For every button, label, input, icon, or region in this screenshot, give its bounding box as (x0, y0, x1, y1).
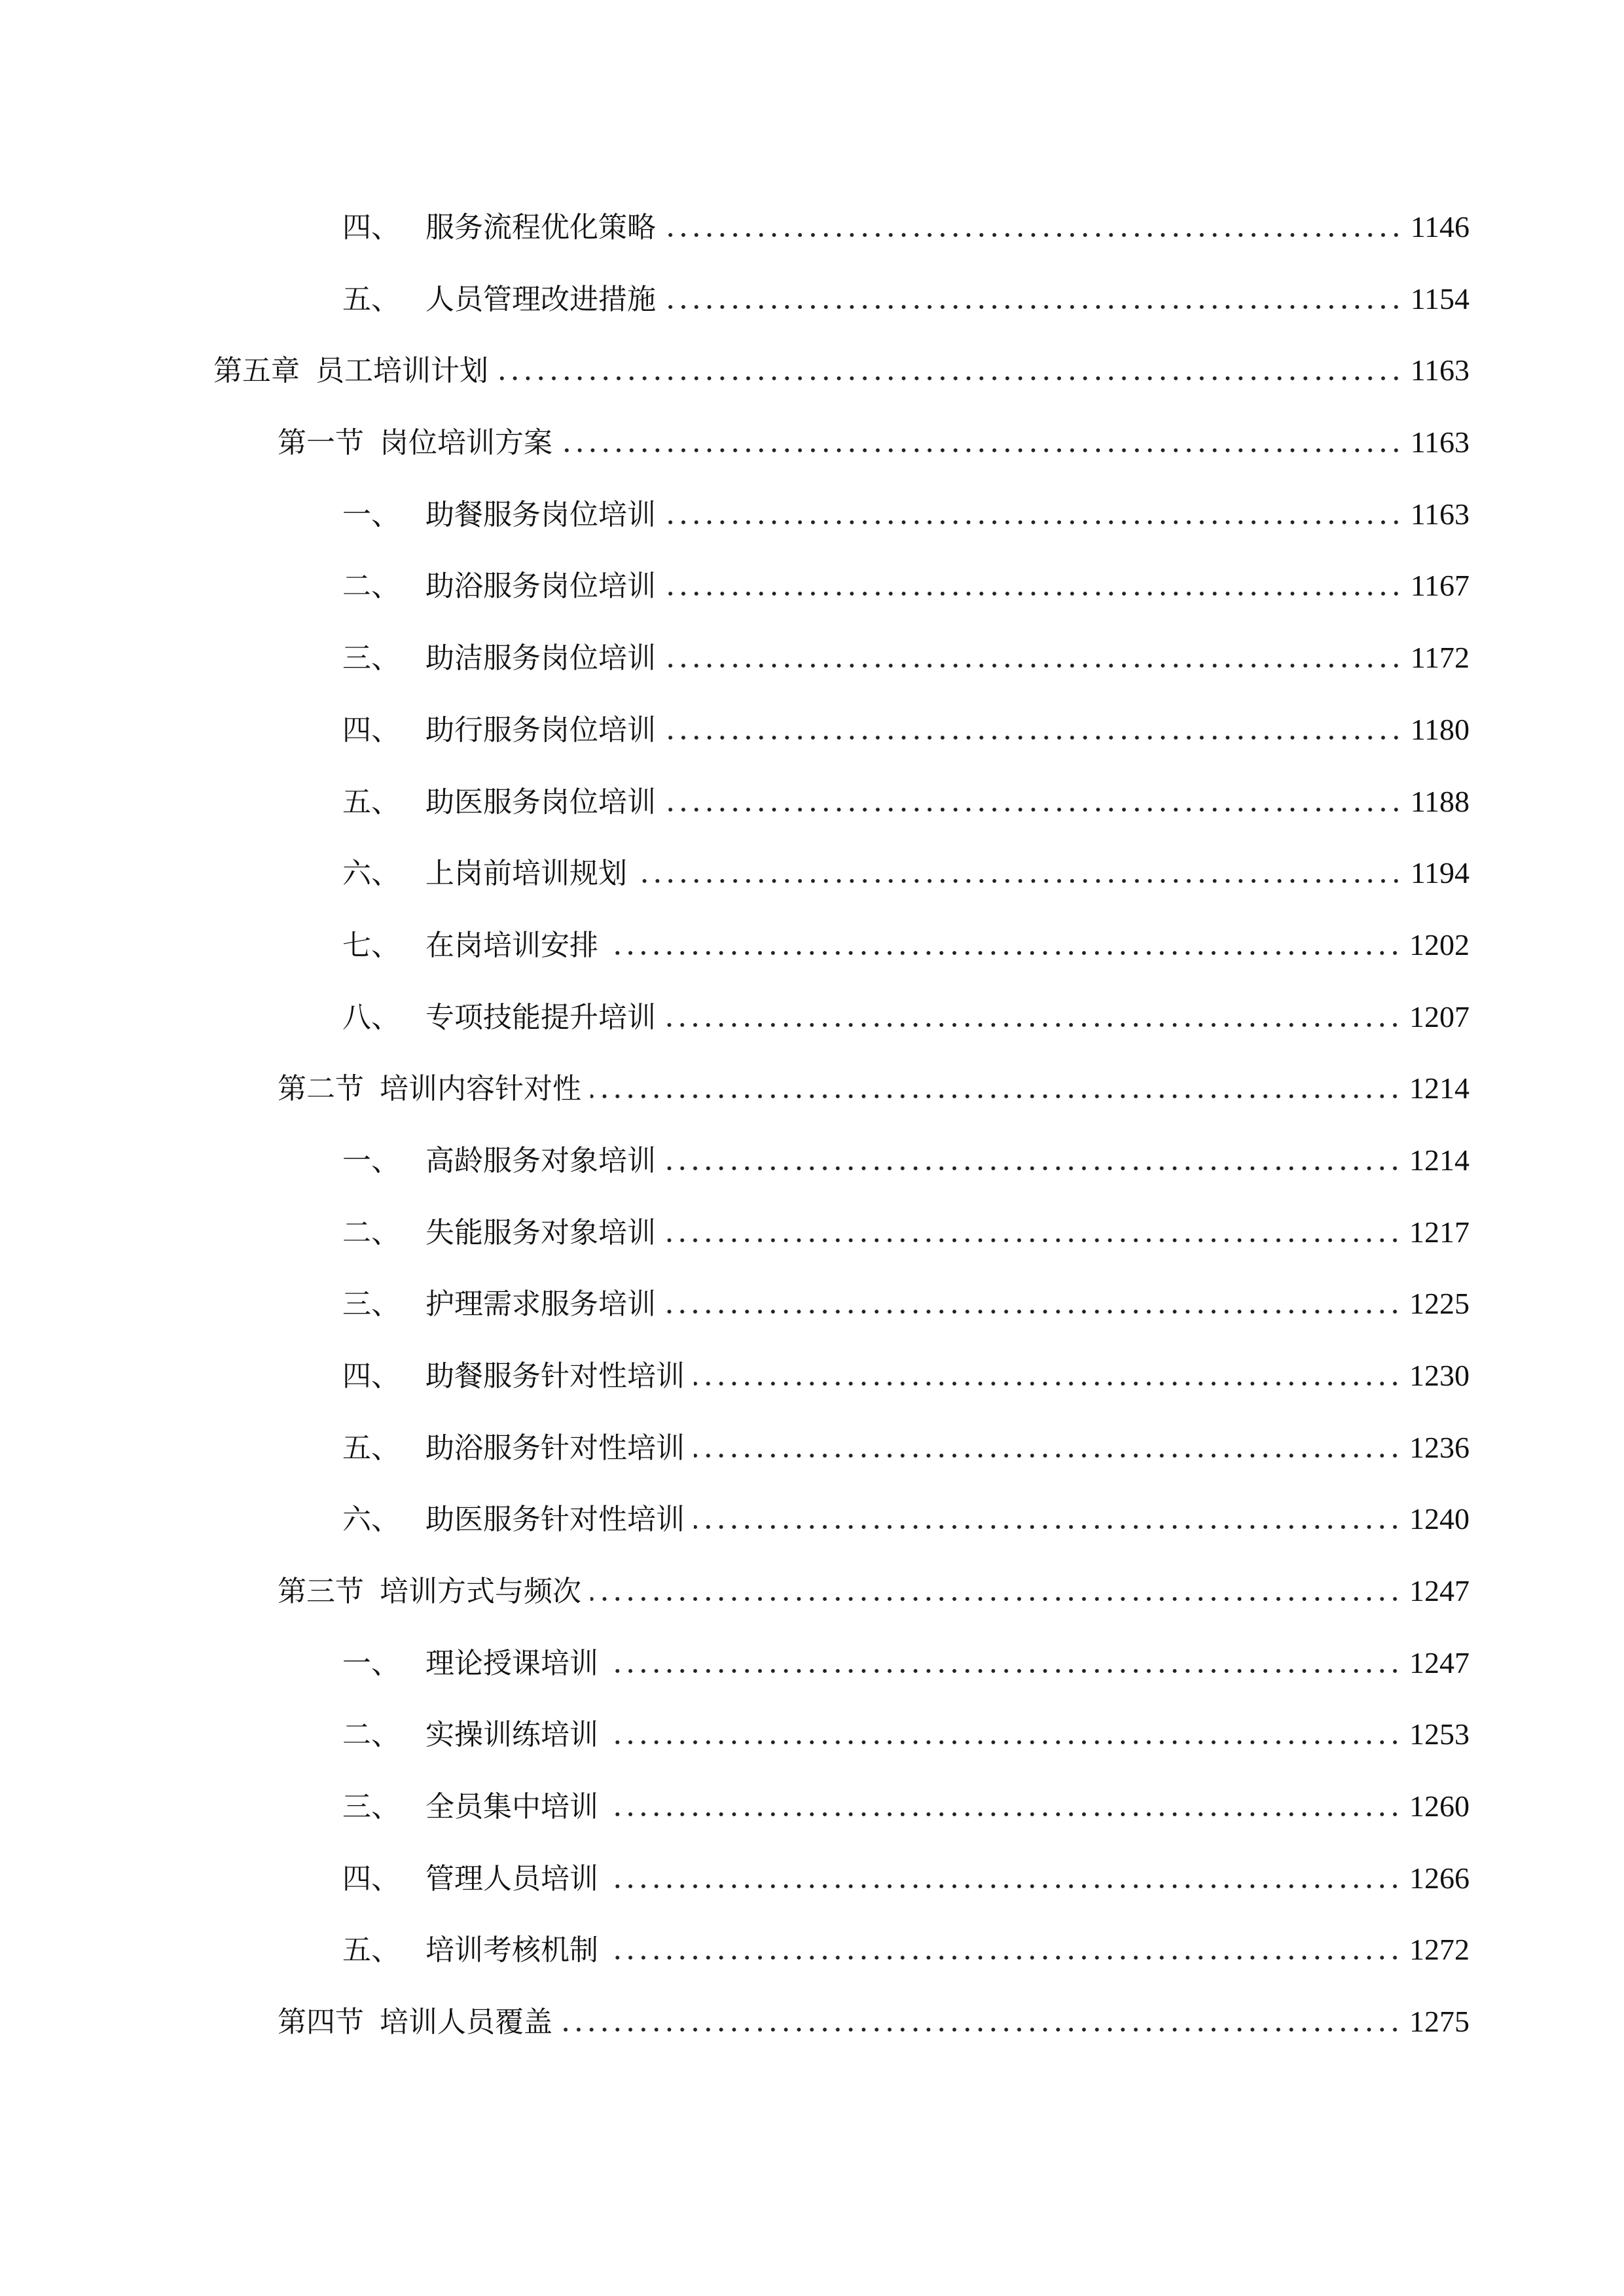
entry-number: 三、 (342, 641, 400, 675)
entry-number: 四、 (342, 1862, 400, 1895)
entry-page-number: 1225 (1409, 1287, 1470, 1320)
toc-entry[interactable] (342, 1123, 1470, 1175)
dot-leader (665, 590, 1403, 597)
entry-page-number: 1163 (1410, 353, 1470, 387)
entry-page-number: 1275 (1409, 2005, 1470, 2038)
toc-entry[interactable] (342, 548, 1470, 601)
entry-number: 七、 (342, 929, 400, 962)
entry-number: 六、 (342, 857, 400, 890)
entry-number: 第三节 (278, 1575, 364, 1608)
entry-title: 上岗前培训规划 (425, 857, 627, 890)
entry-title: 培训内容针对性 (380, 1072, 581, 1105)
entry-page-number: 1154 (1410, 282, 1470, 315)
toc-entry[interactable] (342, 1482, 1470, 1534)
entry-page-number: 1188 (1410, 785, 1470, 818)
entry-number: 第五章 (213, 354, 300, 387)
dot-leader (562, 447, 1403, 454)
entry-title: 专项技能提升培训 (425, 1001, 656, 1034)
dot-leader (665, 1308, 1401, 1315)
entry-title: 理论授课培训 (425, 1647, 598, 1680)
entry-title: 助行服务岗位培训 (425, 713, 656, 747)
dot-leader (607, 1883, 1401, 1890)
entry-page-number: 1247 (1409, 1574, 1470, 1607)
entry-number: 一、 (342, 1647, 400, 1680)
entry-page-number: 1266 (1409, 1861, 1470, 1895)
entry-page-number: 1172 (1410, 641, 1470, 674)
dot-leader (590, 1596, 1401, 1602)
entry-number: 一、 (342, 498, 400, 531)
entry-number: 三、 (342, 1790, 400, 1823)
entry-page-number: 1214 (1409, 1071, 1470, 1105)
entry-title: 员工培训计划 (316, 354, 488, 387)
entry-page-number: 1260 (1409, 1789, 1470, 1823)
entry-title: 全员集中培训 (425, 1790, 598, 1823)
dot-leader (665, 734, 1403, 741)
dot-leader (665, 662, 1403, 669)
dot-leader (607, 1739, 1401, 1746)
entry-page-number: 1202 (1409, 928, 1470, 961)
dot-leader (665, 519, 1403, 526)
entry-number: 四、 (342, 1359, 400, 1393)
dot-leader (694, 1380, 1401, 1387)
entry-title: 在岗培训安排 (425, 929, 598, 962)
entry-page-number: 1230 (1409, 1359, 1470, 1392)
entry-title: 培训方式与频次 (380, 1575, 581, 1608)
entry-title: 护理需求服务培训 (425, 1287, 656, 1321)
entry-title: 人员管理改进措施 (425, 283, 656, 316)
toc-entry[interactable] (342, 1266, 1470, 1319)
entry-number: 二、 (342, 1718, 400, 1751)
entry-title: 实操训练培训 (425, 1718, 598, 1751)
dot-leader (497, 375, 1403, 382)
toc-entry-section[interactable] (278, 1051, 1470, 1103)
entry-number: 二、 (342, 569, 400, 603)
toc-entry[interactable] (342, 980, 1470, 1032)
entry-title: 助洁服务岗位培训 (425, 641, 656, 675)
entry-title: 高龄服务对象培训 (425, 1144, 656, 1177)
entry-number: 二、 (342, 1216, 400, 1249)
dot-leader (694, 1524, 1401, 1530)
entry-number: 第二节 (278, 1072, 364, 1105)
entry-title: 助医服务岗位培训 (425, 785, 656, 819)
entry-number: 四、 (342, 713, 400, 747)
entry-number: 六、 (342, 1503, 400, 1536)
entry-page-number: 1207 (1409, 1000, 1470, 1033)
dot-leader (590, 1093, 1401, 1100)
toc-entry[interactable] (342, 1195, 1470, 1247)
toc-entry[interactable] (342, 836, 1470, 888)
entry-title: 助浴服务岗位培训 (425, 569, 656, 603)
toc-entry-section[interactable] (278, 1984, 1470, 2037)
dot-leader (562, 2026, 1401, 2033)
entry-page-number: 1180 (1410, 713, 1470, 746)
dot-leader (607, 950, 1401, 956)
toc-entry[interactable] (342, 1769, 1470, 1821)
entry-number: 五、 (342, 785, 400, 819)
toc-entry[interactable] (342, 908, 1470, 960)
toc-entry[interactable] (342, 262, 1470, 314)
entry-page-number: 1272 (1409, 1933, 1470, 1966)
entry-title: 岗位培训方案 (380, 426, 552, 459)
entry-page-number: 1217 (1409, 1215, 1470, 1249)
entry-title: 培训人员覆盖 (380, 2005, 552, 2039)
entry-number: 一、 (342, 1144, 400, 1177)
toc-entry[interactable] (342, 190, 1470, 242)
entry-page-number: 1194 (1410, 856, 1470, 889)
toc-entry[interactable] (342, 620, 1470, 673)
dot-leader (607, 1811, 1401, 1818)
dot-leader (607, 1954, 1401, 1961)
dot-leader (636, 878, 1403, 884)
entry-title: 助餐服务针对性培训 (425, 1359, 685, 1393)
entry-number: 五、 (342, 1431, 400, 1465)
dot-leader (665, 1022, 1401, 1028)
toc-entry[interactable] (342, 1626, 1470, 1678)
entry-title: 失能服务对象培训 (425, 1216, 656, 1249)
toc-entry[interactable] (342, 1912, 1470, 1965)
entry-title: 助浴服务针对性培训 (425, 1431, 685, 1465)
toc-entry[interactable] (342, 477, 1470, 529)
entry-number: 五、 (342, 1933, 400, 1967)
toc-entry-section[interactable] (278, 1554, 1470, 1606)
entry-number: 三、 (342, 1287, 400, 1321)
dot-leader (665, 304, 1403, 310)
entry-page-number: 1146 (1410, 210, 1470, 243)
toc-entry[interactable] (342, 1697, 1470, 1749)
dot-leader (665, 806, 1403, 813)
entry-number: 四、 (342, 211, 400, 244)
toc-entry-chapter[interactable] (213, 333, 1470, 386)
entry-page-number: 1163 (1410, 497, 1470, 531)
entry-number: 五、 (342, 283, 400, 316)
entry-number: 第四节 (278, 2005, 364, 2039)
toc-entry[interactable] (342, 1841, 1470, 1893)
toc-entry[interactable] (342, 692, 1470, 745)
entry-page-number: 1240 (1409, 1502, 1470, 1535)
entry-title: 助餐服务岗位培训 (425, 498, 656, 531)
dot-leader (607, 1668, 1401, 1674)
entry-number: 八、 (342, 1001, 400, 1034)
toc-entry-section[interactable] (278, 405, 1470, 457)
entry-page-number: 1167 (1410, 569, 1470, 602)
entry-page-number: 1253 (1409, 1717, 1470, 1751)
dot-leader (665, 1165, 1401, 1172)
entry-page-number: 1163 (1410, 425, 1470, 459)
toc-entry[interactable] (342, 764, 1470, 817)
entry-page-number: 1214 (1409, 1143, 1470, 1177)
entry-page-number: 1236 (1409, 1431, 1470, 1464)
toc-entry[interactable] (342, 1410, 1470, 1463)
dot-leader (665, 232, 1403, 238)
entry-title: 管理人员培训 (425, 1862, 598, 1895)
entry-title: 服务流程优化策略 (425, 211, 656, 244)
dot-leader (694, 1452, 1401, 1459)
dot-leader (665, 1237, 1401, 1244)
entry-number: 第一节 (278, 426, 364, 459)
entry-page-number: 1247 (1409, 1646, 1470, 1679)
entry-title: 培训考核机制 (425, 1933, 598, 1967)
entry-title: 助医服务针对性培训 (425, 1503, 685, 1536)
toc-entry[interactable] (342, 1338, 1470, 1391)
